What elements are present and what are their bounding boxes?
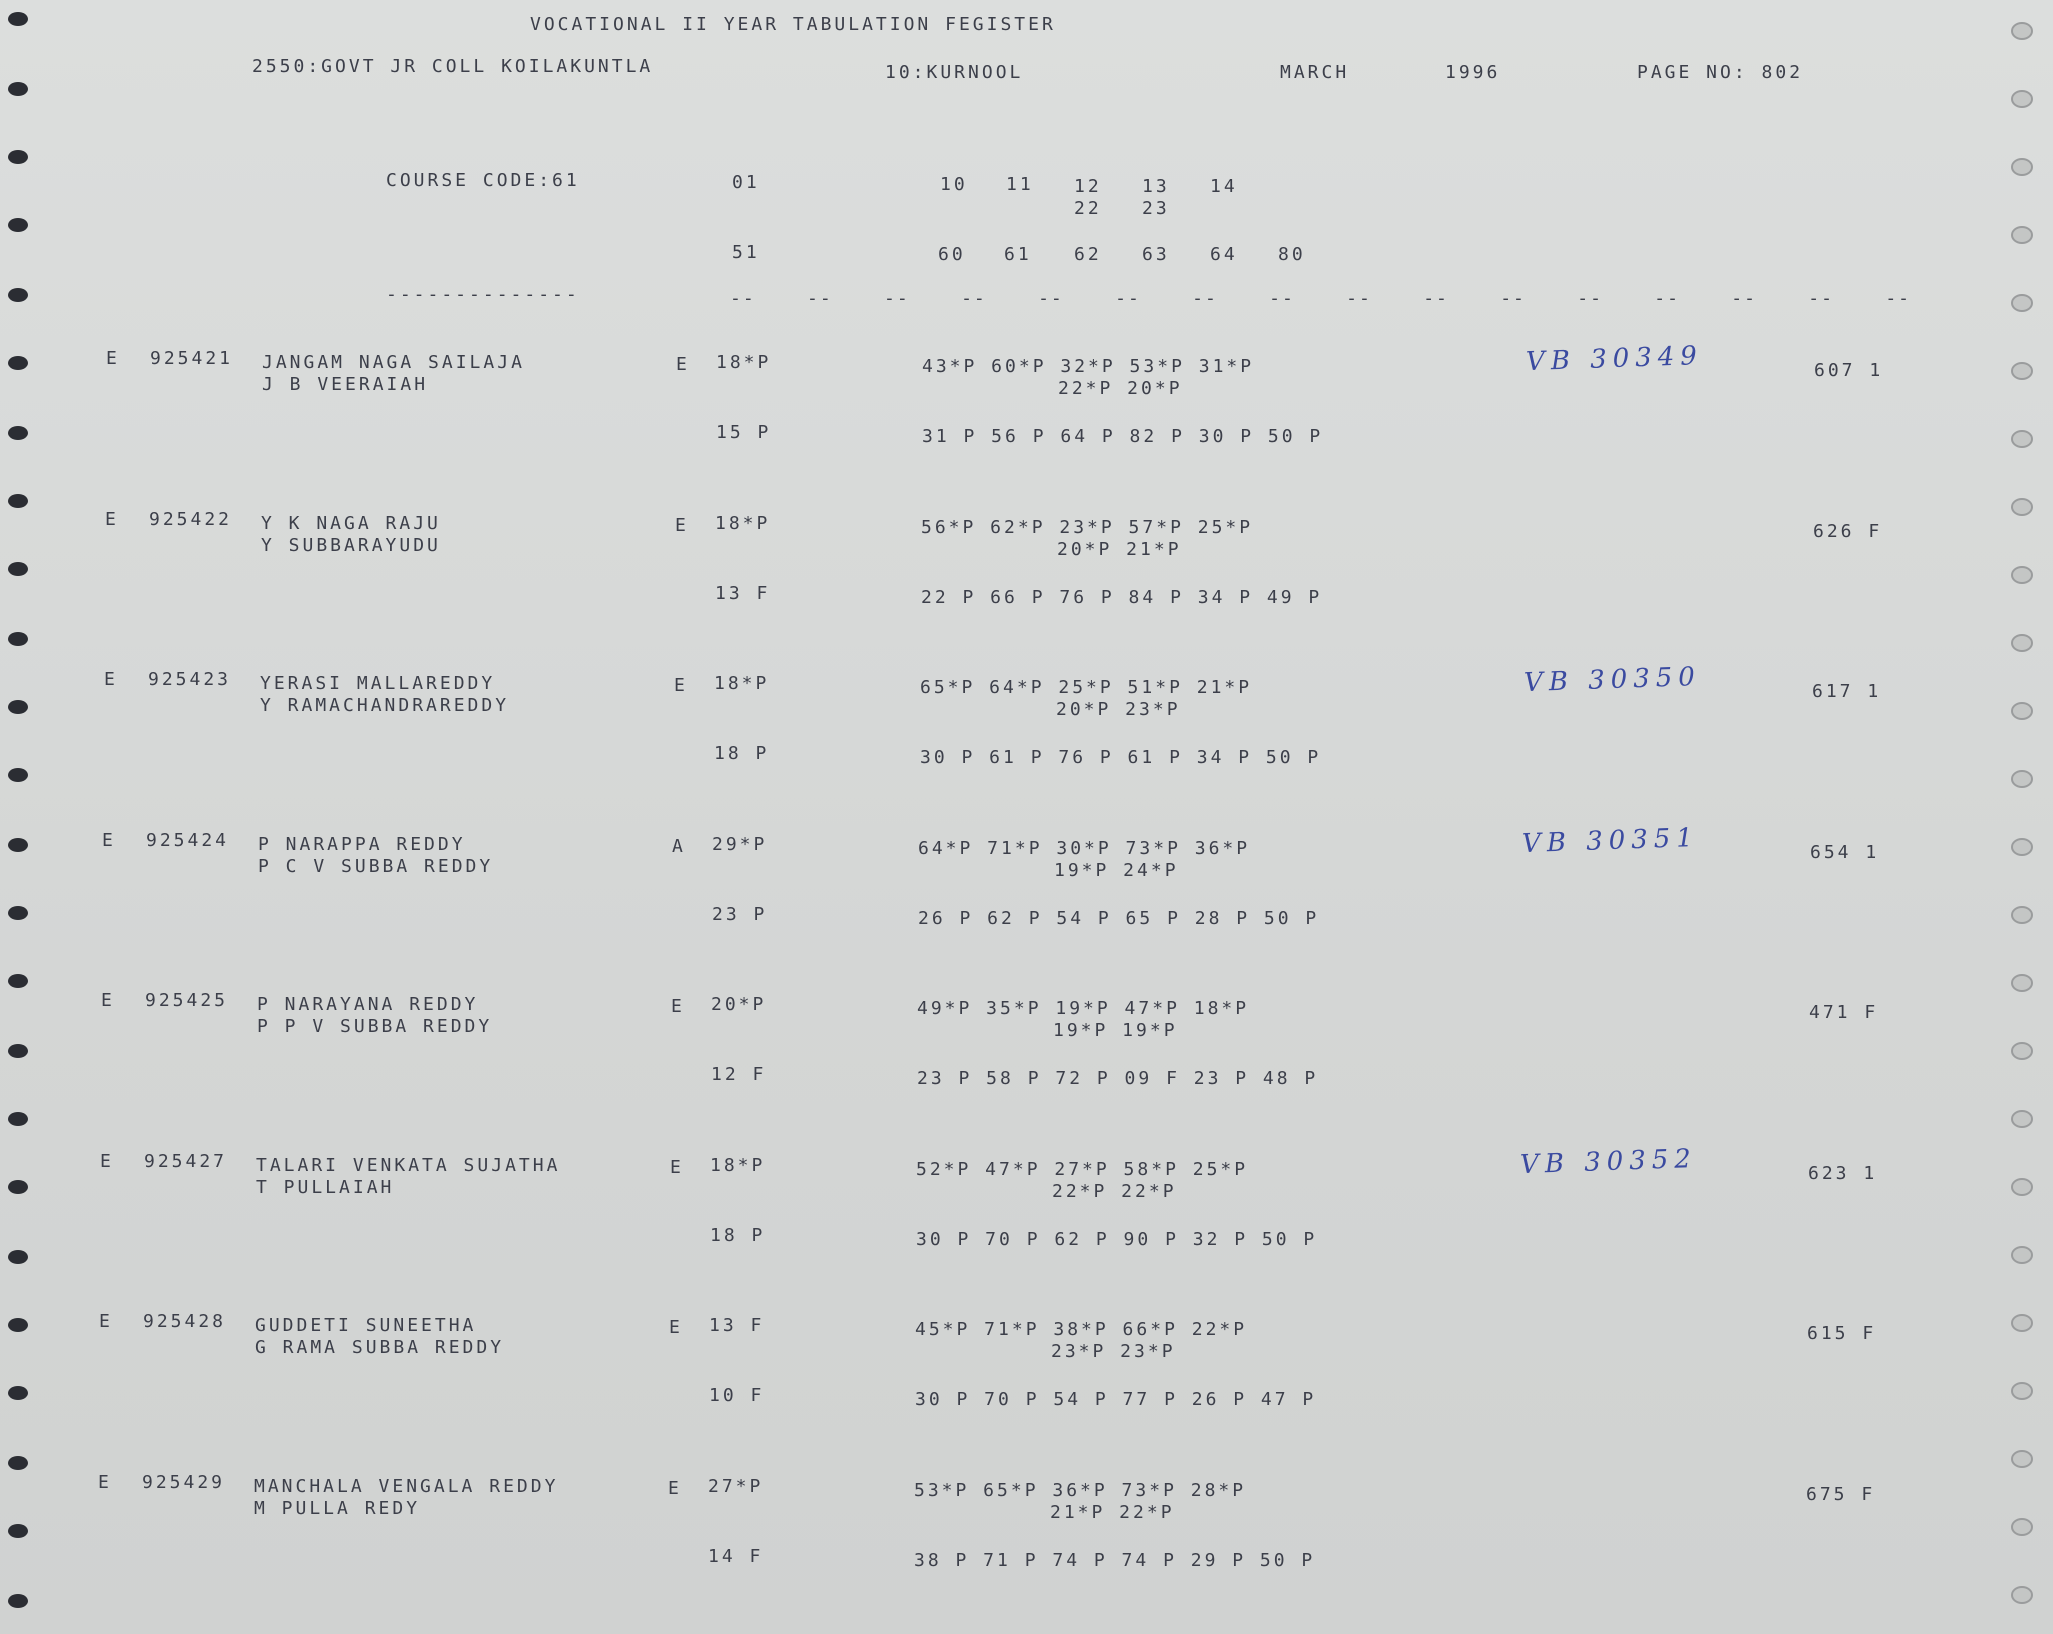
column-code-51: 51 [732,242,760,263]
marks-row-1b: 22*P 22*P [1052,1181,1177,1202]
record-flag: E [105,509,119,530]
course-code: COURSE CODE:61 [386,170,580,191]
marks-row-2: 26 P 62 P 54 P 65 P 28 P 50 P [918,908,1320,929]
handwritten-note: VB 30352 [1519,1143,1698,1181]
mark-01: 29*P [712,834,768,855]
marks-row-1b: 20*P 23*P [1056,699,1181,720]
marks-row-2: 31 P 56 P 64 P 82 P 30 P 50 P [922,426,1324,447]
grand-total: 471 F [1809,1002,1879,1023]
handwritten-note: VB 30351 [1521,822,1700,860]
student-name: YERASI MALLAREDDY [260,673,496,694]
column-code-01: 01 [732,172,760,193]
column-code-64: 64 [1210,244,1238,265]
roll-number: 925428 [143,1311,227,1332]
father-name: M PULLA REDY [254,1498,421,1519]
grand-total: 675 F [1806,1484,1876,1505]
student-name: MANCHALA VENGALA REDDY [254,1476,559,1497]
medium-code: E [671,996,685,1017]
mark-01: 18*P [714,673,770,694]
marks-row-1: 53*P 65*P 36*P 73*P 28*P [914,1480,1247,1501]
record-flag: E [102,830,116,851]
college-code: 2550:GOVT JR COLL KOILAKUNTLA [252,56,654,77]
marks-row-2: 30 P 70 P 54 P 77 P 26 P 47 P [915,1389,1317,1410]
medium-code: A [672,836,686,857]
record-flag: E [104,669,118,690]
mark-01: 20*P [711,994,767,1015]
medium-code: E [676,354,690,375]
mark-01: 18*P [710,1155,766,1176]
medium-code: E [675,515,689,536]
grand-total: 615 F [1807,1323,1877,1344]
record-flag: E [98,1472,112,1493]
father-name: G RAMA SUBBA REDDY [255,1337,505,1358]
marks-row-1: 65*P 64*P 25*P 51*P 21*P [920,677,1253,698]
medium-code: E [669,1317,683,1338]
father-name: P C V SUBBA REDDY [258,856,494,877]
record-flag: E [100,1151,114,1172]
mark-51: 13 F [715,583,771,604]
grand-total: 654 1 [1810,842,1880,863]
marks-row-2: 23 P 58 P 72 P 09 F 23 P 48 P [917,1068,1319,1089]
marks-row-1: 64*P 71*P 30*P 73*P 36*P [918,838,1251,859]
column-code-14: 14 [1210,176,1238,197]
mark-51: 18 P [710,1225,766,1246]
medium-code: E [674,675,688,696]
column-code-62: 62 [1074,244,1102,265]
column-code-61: 61 [1004,244,1032,265]
course-underline: -------------- [386,284,580,305]
record-flag: E [99,1311,113,1332]
column-code-60: 60 [938,244,966,265]
student-name: GUDDETI SUNEETHA [255,1315,477,1336]
marks-row-1b: 22*P 20*P [1058,378,1183,399]
mark-51: 23 P [712,904,768,925]
column-code-23: 23 [1142,198,1170,219]
student-name: P NARAYANA REDDY [257,994,479,1015]
marks-row-1b: 19*P 19*P [1053,1020,1178,1041]
column-dashes: -- -- -- -- -- -- -- -- -- -- -- -- -- -- -- -- [730,288,1911,309]
column-code-13: 13 [1142,176,1170,197]
marks-row-1: 56*P 62*P 23*P 57*P 25*P [921,517,1254,538]
roll-number: 925421 [150,348,234,369]
exam-month: MARCH [1280,62,1350,83]
marks-row-2: 30 P 61 P 76 P 61 P 34 P 50 P [920,747,1322,768]
marks-row-1: 49*P 35*P 19*P 47*P 18*P [917,998,1250,1019]
marks-row-2: 30 P 70 P 62 P 90 P 32 P 50 P [916,1229,1318,1250]
column-code-22: 22 [1074,198,1102,219]
roll-number: 925427 [144,1151,228,1172]
column-code-63: 63 [1142,244,1170,265]
handwritten-note: VB 30350 [1523,661,1702,699]
roll-number: 925422 [149,509,233,530]
district-code: 10:KURNOOL [885,62,1024,83]
father-name: T PULLAIAH [256,1177,395,1198]
record-flag: E [106,348,120,369]
grand-total: 617 1 [1812,681,1882,702]
page-number: PAGE NO: 802 [1637,62,1804,83]
grand-total: 607 1 [1814,360,1884,381]
column-code-80: 80 [1278,244,1306,265]
mark-01: 18*P [715,513,771,534]
father-name: Y RAMACHANDRAREDDY [260,695,510,716]
mark-51: 12 F [711,1064,767,1085]
mark-01: 13 F [709,1315,765,1336]
mark-51: 18 P [714,743,770,764]
mark-51: 10 F [709,1385,765,1406]
father-name: J B VEERAIAH [262,374,429,395]
exam-year: 1996 [1445,62,1501,83]
roll-number: 925429 [142,1472,226,1493]
register-title: VOCATIONAL II YEAR TABULATION FEGISTER [530,14,1056,35]
record-flag: E [101,990,115,1011]
marks-row-2: 22 P 66 P 76 P 84 P 34 P 49 P [921,587,1323,608]
roll-number: 925424 [146,830,230,851]
grand-total: 623 1 [1808,1163,1878,1184]
father-name: P P V SUBBA REDDY [257,1016,493,1037]
handwritten-note: VB 30349 [1525,340,1704,378]
roll-number: 925425 [145,990,229,1011]
father-name: Y SUBBARAYUDU [261,535,441,556]
roll-number: 925423 [148,669,232,690]
marks-row-1b: 21*P 22*P [1050,1502,1175,1523]
column-code-12: 12 [1074,176,1102,197]
column-code-11: 11 [1006,174,1034,195]
student-name: JANGAM NAGA SAILAJA [262,352,525,373]
marks-row-1b: 20*P 21*P [1057,539,1182,560]
column-code-10: 10 [940,174,968,195]
mark-51: 15 P [716,422,772,443]
student-name: TALARI VENKATA SUJATHA [256,1155,561,1176]
mark-01: 27*P [708,1476,764,1497]
medium-code: E [670,1157,684,1178]
marks-row-1: 45*P 71*P 38*P 66*P 22*P [915,1319,1248,1340]
student-name: Y K NAGA RAJU [261,513,441,534]
marks-row-1b: 19*P 24*P [1054,860,1179,881]
marks-row-1: 52*P 47*P 27*P 58*P 25*P [916,1159,1249,1180]
medium-code: E [668,1478,682,1499]
student-name: P NARAPPA REDDY [258,834,466,855]
marks-row-1b: 23*P 23*P [1051,1341,1176,1362]
mark-01: 18*P [716,352,772,373]
grand-total: 626 F [1813,521,1883,542]
marks-row-1: 43*P 60*P 32*P 53*P 31*P [922,356,1255,377]
marks-row-2: 38 P 71 P 74 P 74 P 29 P 50 P [914,1550,1316,1571]
mark-51: 14 F [708,1546,764,1567]
